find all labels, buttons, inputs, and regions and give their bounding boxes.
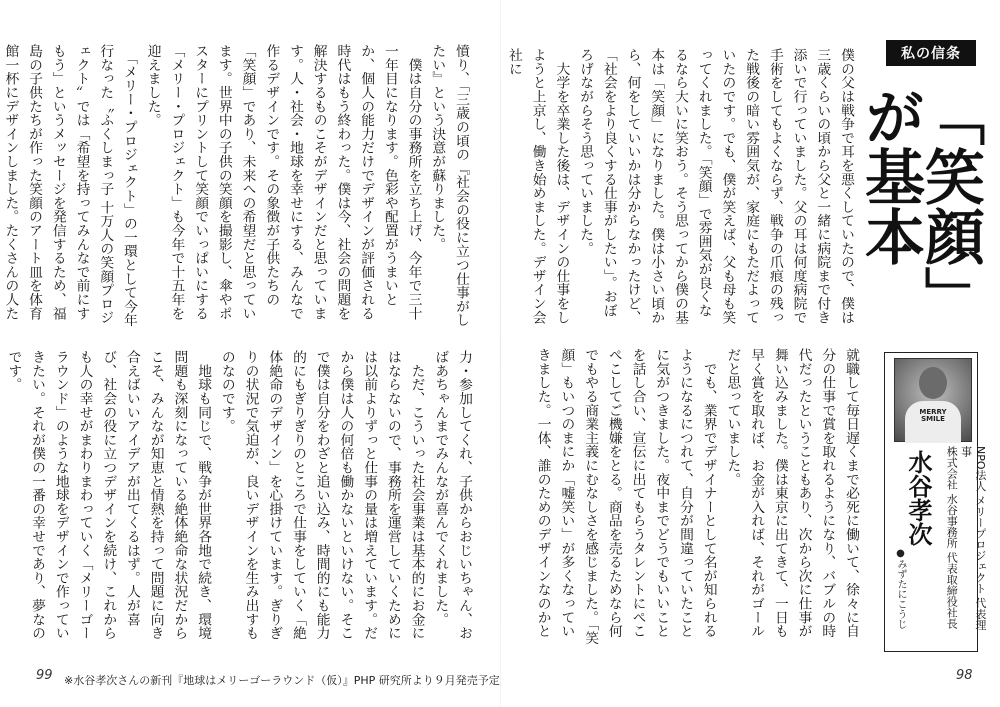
author-affiliation <box>944 446 987 636</box>
author-name-reading: ●みずたにこうじ <box>895 548 906 629</box>
author-name: 水谷孝次 <box>904 450 932 546</box>
body-text-left-bottom: 力・参加してくれ、子供からおじいちゃん、おばあちゃんまでみんなが喜んでくれました。 ただ、こういった社会事業は基本的にお金にはならないので、事務所を運営していくためには以前よりずっと仕事の量は増えています。だから僕は人の何倍も働かないといけない。そこで僕は自分をわざと追い込み、時間的にも能力的にもぎりぎりのところで仕事をしていく「絶体絶命のデザイン」を心掛けています。ぎりぎりの状況で気迫が、良いデザインを生み出すものなのです。 地球も同じで、戦争が世界各地で続き、環境問題も深刻になっている絶体絶命な状況だからこそ、みんなが知恵と情熱を持って問題に向き合えばいいアイデアが出てくるはず。人が喜び、社会の役に立つデザインを続け、これからも人の幸せがまわりまわっていく「メリーゴーラウンド」のような地球をデザインで作っていきたい。それが僕の一番の幸せであり、夢なのです。 <box>5 350 472 640</box>
column-label: 私の信条 <box>886 40 976 66</box>
affiliation-line-2: 株式会社 水谷事務所 代表取締役社長 <box>945 446 959 629</box>
affiliation-line-1: NPO法人 メリープロジェクト 代表理事 <box>959 446 987 631</box>
author-photo <box>894 358 972 442</box>
body-text-left-top: 憤り、「三歳の頃の『社会の役に立つ仕事がしたい』という決意が蘇りました。 僕は自分の事務所を立ち上げ、今年で三十一年目になります。色彩や配置がうまいとか、個人の能力だけでデザインが評価される時代はもう終わった。僕は今、社会の問題を解決するものこそがデザインだと思っています。人・社会・地球を幸せにする、みんなで作るデザインです。その象徴が子供たちの「笑顔」であり、未来への希望だと思っています。世界中の子供の笑顔を撮影し、傘やポスターにプリントして笑顔でいっぱいにする「メリー・プロジェクト」も今年で十五年を迎えました。 「メリー・プロジェクト」の一環として今年行なった〝ふくしまっ子 十万人の笑顔プロジェクト〟では「希望を持ってみんなで前にすもう」というメッセージを発信するため、福島の子供たちが作った笑顔のアート皿を体育館一杯にデザインしました。たくさんの人た <box>2 44 469 327</box>
photo-shirt-text: MERRY SMILE <box>919 408 947 424</box>
photo-head <box>919 367 947 399</box>
page-number-left: 99 <box>36 668 53 683</box>
body-text-right-bottom: 就職して毎日遅くまで必死に働いて、徐々に自分の仕事で賞を取れるようになり、バブルの時代だったということもあり、次から次に仕事が舞い込みました。僕は東京に出てきて、一日も早く賞を取れば、お金が入れば、それがゴールだと思っていました。 でも、業界でデザイナーとして名が知られるようになるにつれて、自分が間違っていたことに気がつきました。夜中までどうでもいいことを話し合い、宣伝に出てもらうタレントにぺこぺこしてご機嫌をとる。商品を売るためなら何でもやる商業主義にむなしさを感じました。「笑顔」もいつのまにか「嘘笑い」が多くなっていきました。一体、誰のためのデザインなのかと <box>534 348 859 645</box>
page-gutter <box>500 0 501 707</box>
footnote: ※水谷孝次さんの新刊『地球はメリーゴーラウンド（仮）』PHP 研究所より９月発売予定 <box>64 674 500 687</box>
page-number-right: 98 <box>956 668 973 683</box>
article-title: 「笑顔」が基本 <box>855 86 985 326</box>
body-text-right-top: 僕の父は戦争で耳を悪くしていたので、僕は三歳くらいの頃から父と一緒に病院まで付き添いで行っていました。父の耳は何度病院で手術をしてもよくならず、戦争の爪痕の残った戦後の暗い雰囲気が、家庭にもただよっていたのです。でも、僕が笑えば、父も母も笑ってくれました。「笑顔」で雰囲気が良くなるなら大いに笑おう。そう思ってから僕の基本は「笑顔」になりました。僕は小さい頃から、何をしていいかは分からなかったけど、「社会をより良くする仕事がしたい」。おぼろげながらそう思っていました。 大学を卒業した後は、デザインの仕事をしようと上京し、働き始めました。デザイン会社に <box>505 48 854 324</box>
